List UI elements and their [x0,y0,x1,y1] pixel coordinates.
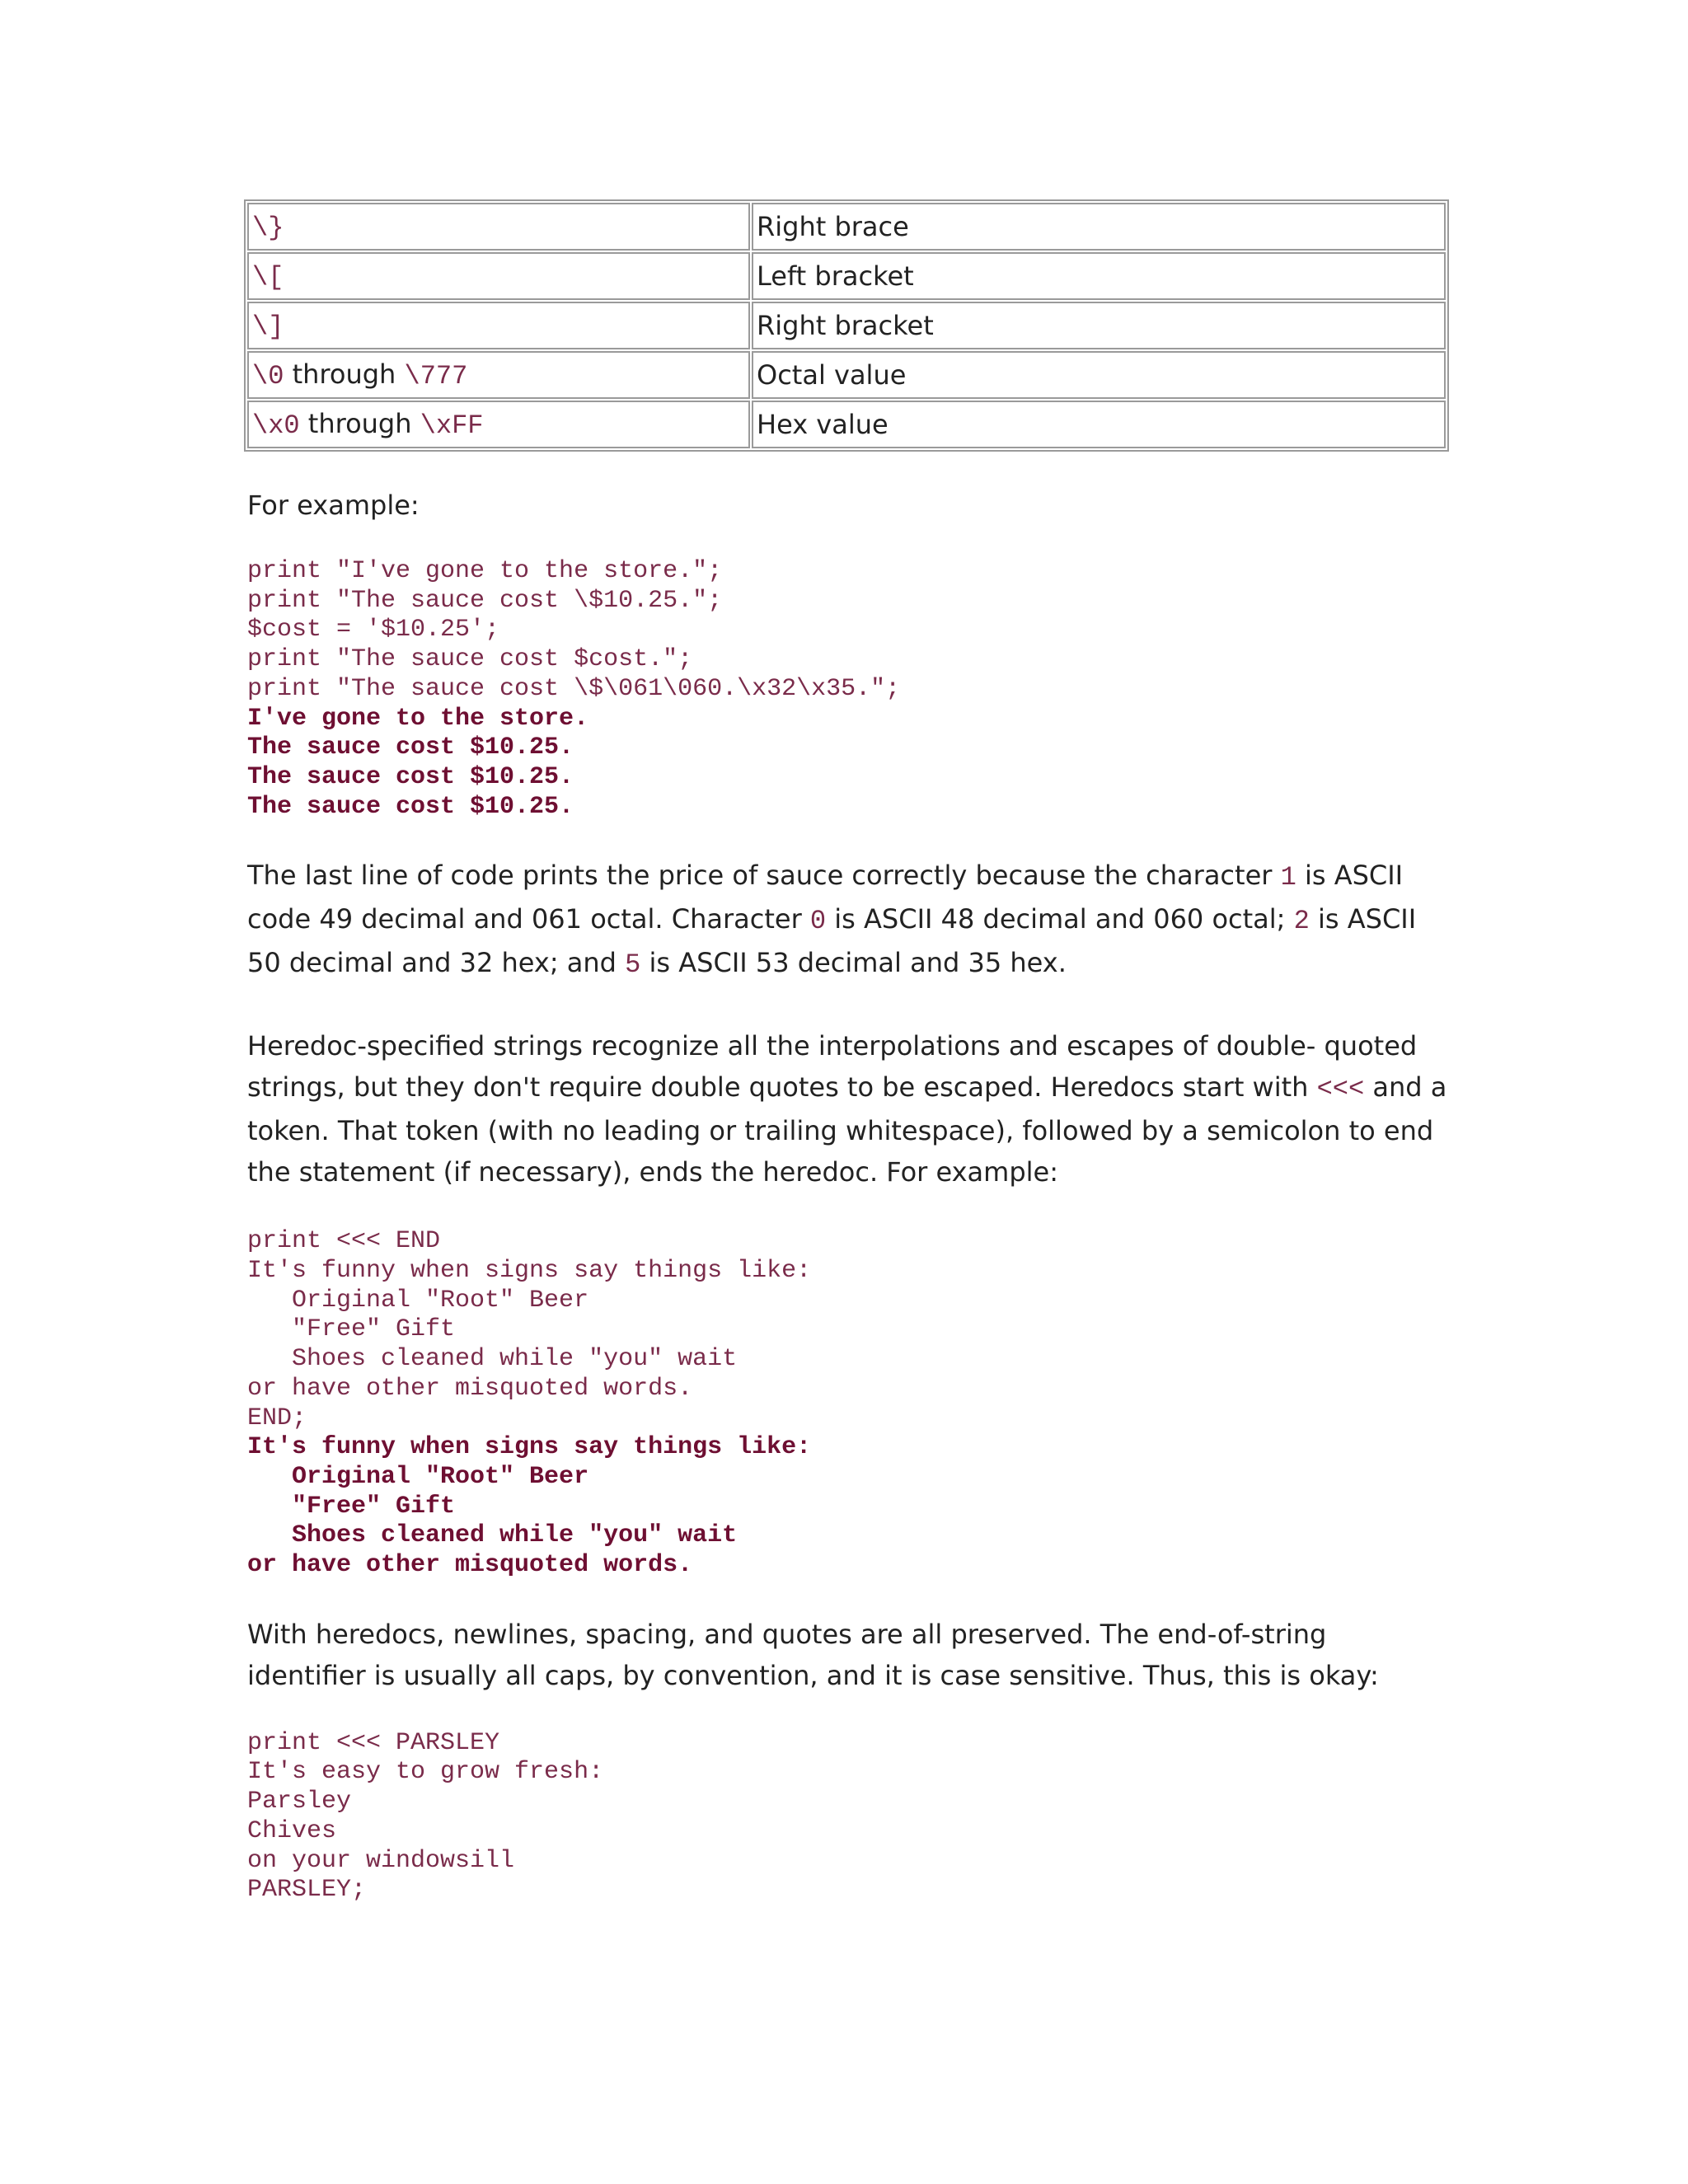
document-page [247,199,1452,1905]
escape-description-cell: Right brace [752,203,1446,251]
through-text: through [299,408,420,439]
code-line: Parsley [247,1788,352,1816]
code-line: print "The sauce cost $cost."; [247,645,693,674]
escape-description-cell: Right bracket [752,302,1446,349]
table-row [247,203,1446,251]
code-line: or have other misquoted words. [247,1374,693,1403]
intro-paragraph: For example: [247,490,420,521]
code-line: print "The sauce cost \$\061\060.\x32\x35."; [247,674,901,703]
escape-code: \} [252,213,284,243]
escape-description-cell: Octal value [752,351,1446,399]
escape-code-cell [247,302,750,349]
table-row [247,252,1446,300]
output-line: It's funny when signs say things like: [247,1433,812,1462]
code-example-2 [247,1227,1452,1580]
escape-description-cell: Left bracket [752,252,1446,300]
inline-code: <<< [1316,1074,1365,1105]
escape-description-cell: Hex value [752,401,1446,448]
code-line: print <<< END [247,1227,441,1256]
output-line: The sauce cost $10.25. [247,792,574,821]
code-line: It's funny when signs say things like: [247,1257,812,1286]
table-row [247,302,1446,349]
through-text: through [284,359,405,390]
code-example-1 [247,557,1452,822]
escape-code-end: \777 [404,361,468,391]
code-line: It's easy to grow fresh: [247,1758,604,1787]
inline-code: 5 [625,949,641,981]
output-line: Original "Root" Beer [247,1462,589,1491]
code-line: END; [247,1404,307,1432]
inline-code: 0 [809,906,827,937]
paragraph-text: is ASCII 50 decimal and 32 hex; and [247,903,1417,979]
table-row [247,401,1446,448]
output-line: Shoes cleaned while "you" wait [247,1521,738,1550]
escape-code-cell [247,203,750,251]
output-line: I've gone to the store. [247,704,589,733]
output-line: The sauce cost $10.25. [247,733,574,762]
escape-code-start: \0 [252,361,284,391]
code-line: "Free" Gift [247,1315,456,1344]
paragraph-text: The last line of code prints the price of sauce correctly because the character [247,860,1281,892]
paragraph-text: Heredoc-specified strings recognize all the interpolations and escapes of double- quoted strings, but they don't require double quotes to be escaped. Heredocs start with [247,1030,1418,1104]
code-line: print <<< PARSLEY [247,1728,500,1757]
escape-code-cell [247,401,750,448]
output-line: The sauce cost $10.25. [247,762,574,791]
output-line: "Free" Gift [247,1492,456,1521]
code-line: Chives [247,1816,337,1845]
escape-code: \] [252,312,284,342]
output-line: or have other misquoted words. [247,1551,693,1580]
code-line: $cost = '$10.25'; [247,616,500,644]
table-row [247,351,1446,399]
code-line: print "The sauce cost \$10.25."; [247,586,723,615]
inline-code: 1 [1280,862,1296,893]
escape-code-cell [247,351,750,399]
paragraph-text: is ASCII code 49 decimal and 061 octal. Character [247,860,1404,935]
escape-code-start: \x0 [252,410,300,441]
escape-code: \[ [252,262,284,293]
inline-code: 2 [1293,906,1310,937]
code-example-3 [247,1729,1452,1905]
escape-code-cell [247,252,750,300]
code-line: on your windowsill [247,1846,515,1875]
conclusion-paragraph: With heredocs, newlines, spacing, and quotes are all preserved. The end-of-string identifier is usually all caps, by convention, and it is case sensitive. Thus, this is okay: [247,1618,1379,1691]
code-line: Original "Root" Beer [247,1286,589,1315]
code-line: Shoes cleaned while "you" wait [247,1345,738,1374]
code-line: PARSLEY; [247,1876,367,1905]
explanation-paragraph [247,855,1452,986]
escape-sequence-table [244,199,1449,452]
paragraph-text: is ASCII 48 decimal and 060 octal; [826,903,1294,935]
escape-code-end: \xFF [420,410,484,441]
paragraph-text: and a token. That token (with no leading or trailing whitespace), followed by a semicolon to end the statement (if necessary), ends the heredoc. For example: [247,1071,1447,1188]
heredoc-paragraph [247,1025,1452,1193]
paragraph-text: is ASCII 53 decimal and 35 hex. [640,947,1067,979]
code-line: print "I've gone to the store."; [247,557,723,585]
